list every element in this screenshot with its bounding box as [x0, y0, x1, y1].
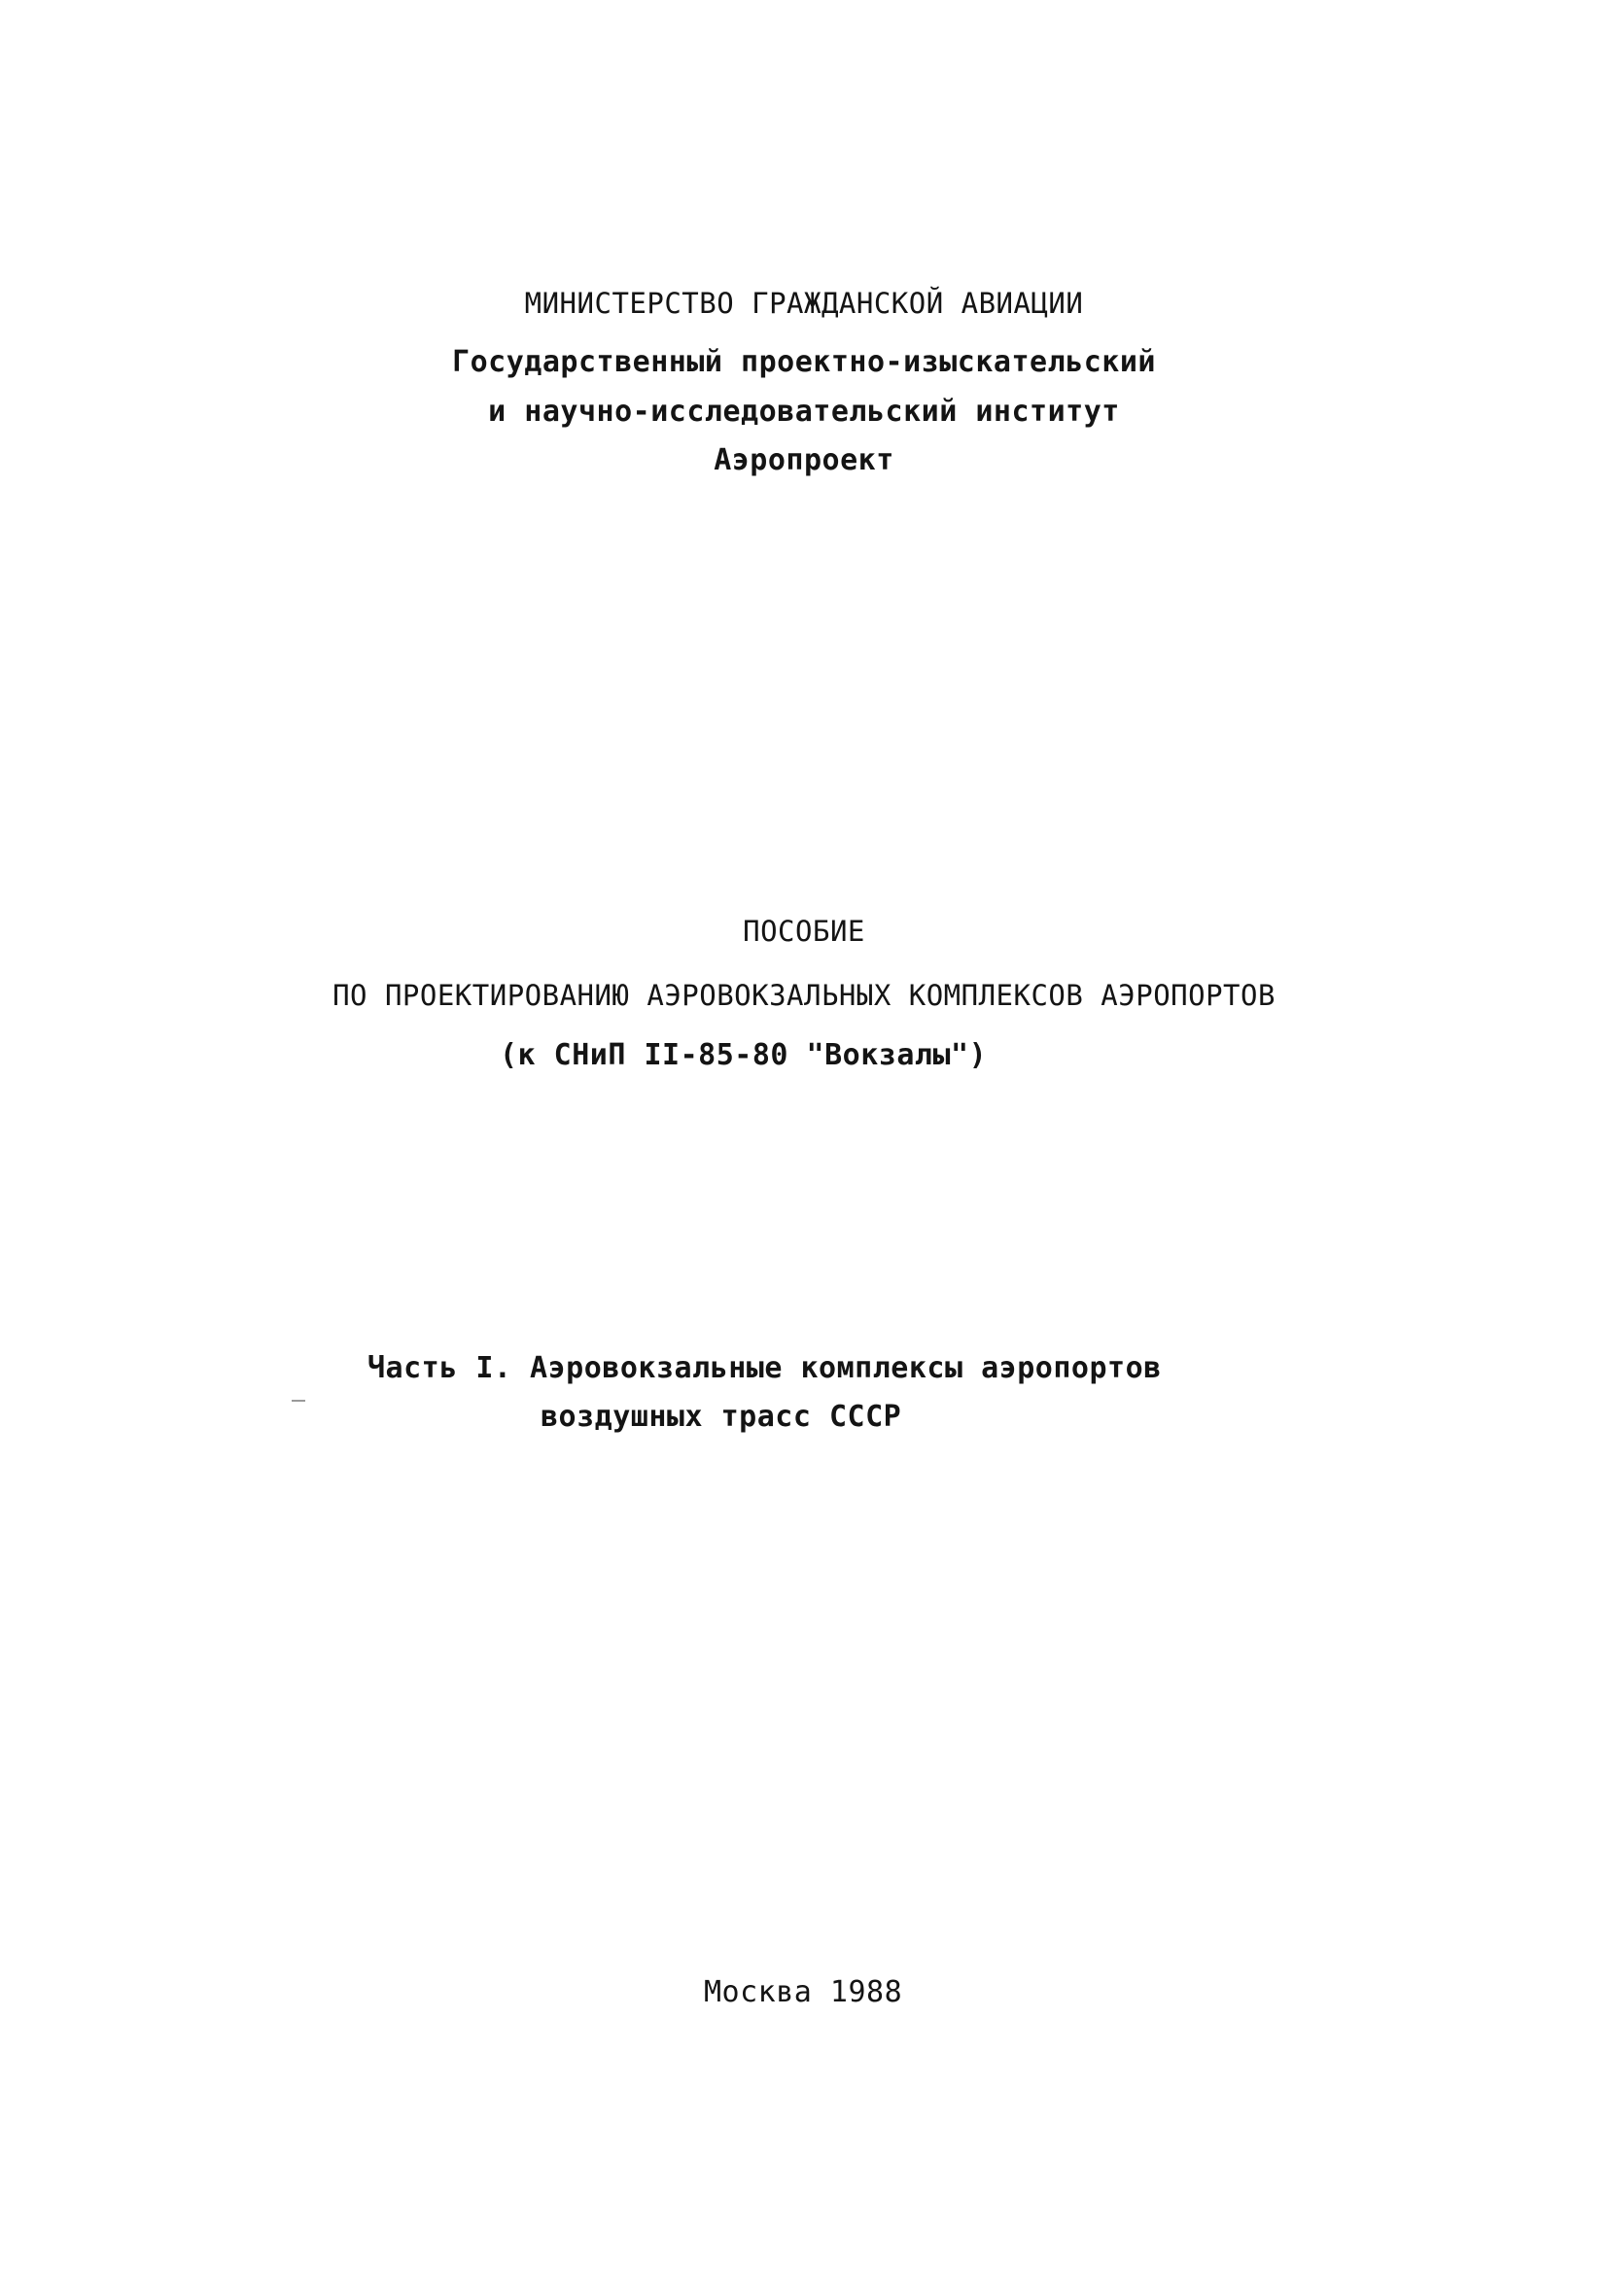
part-title-line-1: Часть I. Аэровокзальные комплексы аэропортов: [367, 1351, 1162, 1385]
document-heading: ПОСОБИЕ: [743, 915, 865, 948]
place-and-year: Москва 1988: [704, 1975, 903, 2009]
scan-speck: [292, 1400, 305, 1402]
document-reference: (к СНиП II-85-80 "Вокзалы"): [500, 1038, 988, 1072]
institute-name: Аэропроект: [714, 443, 894, 477]
ministry-name: МИНИСТЕРСТВО ГРАЖДАНСКОЙ АВИАЦИИ: [524, 287, 1084, 320]
document-subject: ПО ПРОЕКТИРОВАНИЮ АЭРОВОКЗАЛЬНЫХ КОМПЛЕКСОВ АЭРОПОРТОВ: [332, 979, 1276, 1012]
institute-line-1: Государственный проектно-изыскательский: [452, 345, 1156, 379]
institute-line-2: и научно-исследовательский институт: [488, 395, 1120, 429]
part-title-line-2: воздушных трасс СССР: [541, 1400, 902, 1434]
